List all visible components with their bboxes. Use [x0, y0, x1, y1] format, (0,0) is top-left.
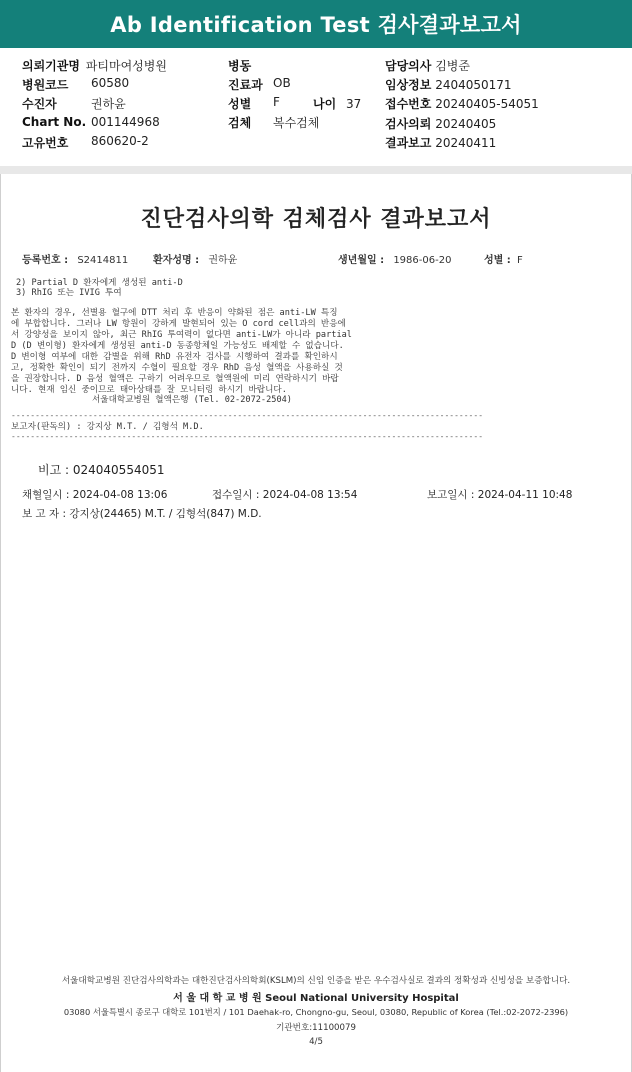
field-label: 생년월일 : — [338, 255, 385, 266]
hospital-name: 서 울 대 학 교 병 원 Seoul National University Hospital — [173, 993, 459, 1004]
paragraph-line: D 변이형 여부에 대한 감별을 위해 RhD 유전자 검사를 시행하여 결과를 확인하시 — [11, 352, 338, 362]
info-receipt-no — [385, 95, 539, 112]
info-doctor — [385, 57, 470, 74]
info-unique-no — [22, 134, 149, 151]
field-value: F — [517, 255, 523, 266]
info-value: 860620-2 — [91, 134, 149, 148]
field-label: 보고일시 : — [427, 489, 475, 501]
birth-date-field — [338, 251, 451, 266]
paragraph-line: 서 강양성을 보이지 않아, 최근 RhIG 투여력이 없다면 anti-LW가 아니라 partial — [11, 330, 352, 340]
info-label: 검체 — [228, 116, 252, 130]
info-label: 의뢰기관명 — [22, 59, 80, 73]
info-value: 37 — [346, 97, 362, 111]
info-clinical-info — [385, 76, 512, 93]
info-value: OB — [273, 76, 291, 90]
info-value: 20240405-54051 — [435, 97, 539, 111]
paragraph-line: D (D 변이형) 환자에게 생성된 anti-D 동종항체일 가능성도 배제할 수 없습니다. — [11, 341, 344, 351]
info-value: 권하윤 — [91, 97, 126, 111]
info-specimen — [228, 114, 320, 131]
field-value: 강지상(24465) M.T. / 김형석(847) M.D. — [69, 508, 262, 520]
info-value: 60580 — [91, 76, 130, 90]
field-label: 접수일시 : — [212, 489, 260, 501]
paragraph-line: 니다. 현재 임신 중이므로 태아상태를 잘 모니터링 하시기 바랍니다. — [11, 385, 287, 395]
hospital-address: 03080 서울특별시 종로구 대학로 101번지 / 101 Daehak-ro, Chongno-gu, Seoul, 03080, Republic of Korea (Tel.:02-2072-2396) — [63, 1007, 569, 1017]
field-value: 권하윤 — [208, 255, 238, 266]
info-patient-name — [22, 95, 126, 112]
patient-info-panel — [0, 48, 632, 166]
info-hospital-code — [22, 76, 130, 93]
info-value: 20240411 — [435, 136, 497, 150]
info-department — [228, 76, 291, 93]
info-label: 성별 — [228, 97, 252, 111]
field-label: 등록번호 : — [22, 255, 69, 266]
field-label: 채혈일시 : — [22, 489, 70, 501]
paper-edge-left — [0, 174, 1, 1072]
info-requesting-institution — [22, 57, 167, 74]
blood-bank-contact: 서울대학교병원 혈액은행 (Tel. 02-2072-2504) — [92, 395, 292, 405]
info-label: 임상정보 — [385, 78, 432, 92]
sex-field — [484, 251, 523, 266]
info-label: 나이 — [313, 97, 337, 111]
info-label: 진료과 — [228, 78, 263, 92]
info-label: 접수번호 — [385, 97, 432, 111]
reporter-field — [22, 506, 262, 521]
field-value: 2024-04-11 10:48 — [477, 489, 573, 501]
patient-name-field — [153, 251, 237, 266]
receipt-datetime — [212, 487, 357, 502]
info-value: 2404050171 — [435, 78, 512, 92]
collection-datetime — [22, 487, 167, 502]
field-value: 2024-04-08 13:54 — [262, 489, 358, 501]
info-label: 검사의뢰 — [385, 117, 432, 131]
institution-number: 기관번호:11100079 — [276, 1023, 356, 1033]
info-label: 병원코드 — [22, 78, 69, 92]
report-document — [0, 174, 632, 1072]
section-divider — [0, 166, 632, 174]
info-ward — [228, 57, 251, 74]
info-value: 001144968 — [91, 115, 160, 129]
info-request-date — [385, 115, 496, 132]
info-label: 담당의사 — [385, 59, 432, 73]
dashed-divider: -------------------------------------------------------------------------------------------------- — [11, 411, 484, 420]
field-value: 1986-06-20 — [393, 255, 452, 266]
info-value: F — [273, 95, 280, 109]
field-label: 환자성명 : — [153, 255, 200, 266]
info-age — [313, 95, 361, 112]
paragraph-line: 에 부합합니다. 그러나 LW 항원이 강하게 발현되어 있는 O cord cell과의 반응에 — [11, 319, 346, 329]
certification-note: 서울대학교병원 진단검사의학과는 대한진단검사의학회(KSLM)의 신임 인증을 받은 우수검사실로 결과의 정확성과 신빙성을 보증합니다. — [61, 976, 571, 986]
info-label: 고유번호 — [22, 136, 69, 150]
field-label: 보 고 자 : — [22, 508, 66, 520]
page-number: 4/5 — [309, 1037, 323, 1047]
info-value: 김병준 — [435, 59, 470, 73]
remark-field — [38, 461, 165, 478]
info-label: Chart No. — [22, 115, 87, 129]
info-value: 20240405 — [435, 117, 497, 131]
paragraph-line: 고, 정확한 확인이 되기 전까지 수혈이 필요할 경우 RhD 음성 혈액을 사용하실 것 — [11, 363, 343, 373]
list-item: 3) RhIG 또는 IVIG 투여 — [16, 288, 122, 298]
field-label: 성별 : — [484, 255, 511, 266]
report-header-title: Ab Identification Test 검사결과보고서 — [0, 0, 632, 48]
reporter-line: 보고자(판독의) : 강지상 M.T. / 김형석 M.D. — [11, 422, 204, 432]
dashed-divider: -------------------------------------------------------------------------------------------------- — [11, 432, 484, 441]
info-sex — [228, 95, 280, 112]
field-value: 2024-04-08 13:06 — [72, 489, 168, 501]
list-item: 2) Partial D 환자에게 생성된 anti-D — [16, 278, 183, 288]
info-value: 복수검체 — [273, 116, 320, 130]
info-label: 결과보고 — [385, 136, 432, 150]
paragraph-line: 본 환자의 경우, 선별용 혈구에 DTT 처리 후 반응이 약화된 점은 anti-LW 특징 — [11, 308, 338, 318]
field-value: 024040554051 — [72, 463, 165, 477]
registration-number — [22, 251, 128, 266]
info-chart-no — [22, 115, 160, 129]
report-title: 진단검사의학 검체검사 결과보고서 — [140, 207, 492, 232]
info-value: 파티마여성병원 — [85, 59, 167, 73]
paragraph-line: 을 권장합니다. D 음성 혈액은 구하기 어려우므로 혈액원에 미리 연락하시기 바랍 — [11, 374, 339, 384]
info-label: 병동 — [228, 59, 252, 73]
info-label: 수진자 — [22, 97, 57, 111]
field-label: 비고 : — [38, 463, 70, 477]
field-value: S2414811 — [77, 255, 129, 266]
report-datetime — [427, 487, 572, 502]
info-result-date — [385, 134, 496, 151]
